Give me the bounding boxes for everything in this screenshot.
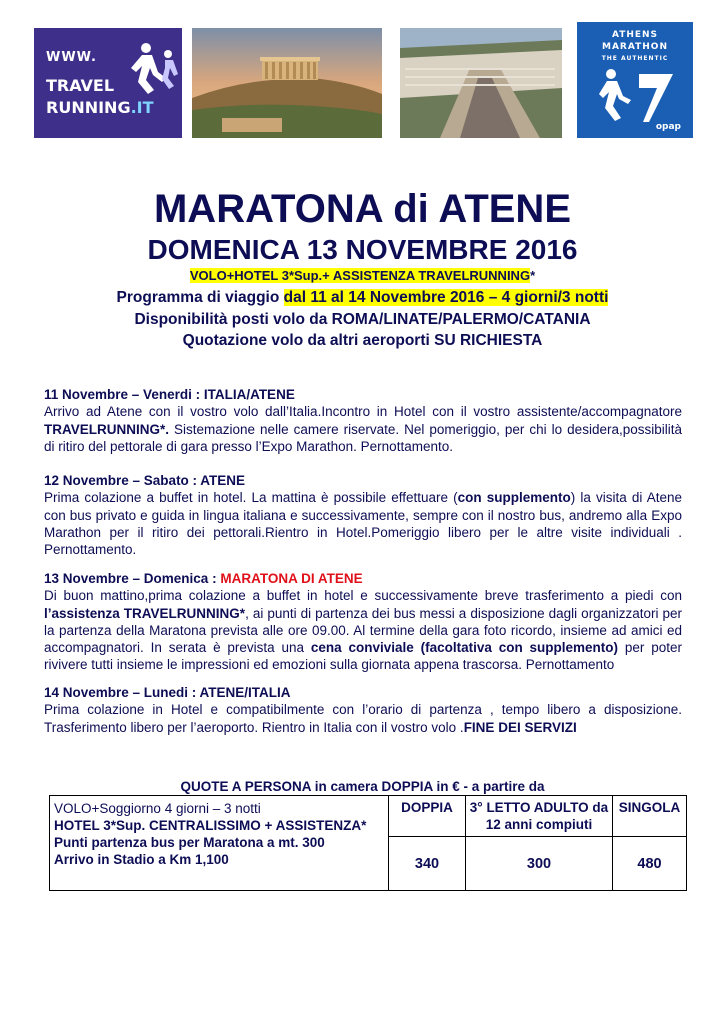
day2-section	[44, 472, 682, 558]
travelrunning-www: WWW.	[46, 50, 97, 65]
column-header-doppia: DOPPIA	[389, 796, 466, 837]
athens-marathon-logo	[577, 22, 693, 138]
day1-bold-a: TRAVELRUNNING*.	[44, 421, 170, 437]
description-line: HOTEL 3*Sup. CENTRALISSIMO + ASSISTENZA*	[54, 818, 367, 833]
athens-marathon-line2: MARATHON	[602, 42, 668, 52]
day4-bold-a: FINE DEI SERVIZI	[463, 719, 577, 735]
description-line: Punti partenza bus per Maratona a mt. 300	[54, 835, 325, 850]
athens-marathon-line3: THE AUTHENTIC	[601, 55, 669, 62]
stadium-photo	[400, 28, 562, 138]
day3-text	[44, 587, 682, 673]
day3-title	[44, 570, 682, 587]
day1-text-a: Arrivo ad Atene con il vostro volo dall’Italia.Incontro in Hotel con il vostro assistente/accompagnatore	[44, 404, 682, 420]
description-line: Arrivo in Stadio a Km 1,100	[54, 852, 229, 867]
prices-table	[49, 795, 687, 891]
prices-heading: QUOTE A PERSONA in camera DOPPIA in € - a partire da	[180, 779, 545, 794]
day1-section	[44, 386, 682, 455]
travelrunning-line2	[46, 98, 154, 117]
day2-title: 12 Novembre – Sabato : ATENE	[44, 473, 246, 488]
tagline-star: *	[530, 268, 536, 283]
page-subtitle: DOMENICA 13 NOVEMBRE 2016	[147, 234, 578, 265]
travelrunning-line1: TRAVEL	[46, 76, 115, 95]
quote-note: Quotazione volo da altri aeroporti SU RICHIESTA	[182, 332, 543, 349]
day3-text-c: per poter rivivere tutti insieme le impressioni ed emozioni sulla giornata appena trascorsa. Pernottamento	[44, 640, 682, 673]
day4-text	[44, 701, 682, 736]
program-dates: dal 11 al 14 Novembre 2016 – 4 giorni/3 notti	[283, 289, 609, 306]
acropolis-photo	[192, 28, 382, 138]
athens-marathon-line1: ATHENS	[611, 30, 659, 40]
availability-line: Disponibilità posti volo da ROMA/LINATE/PALERMO/CATANIA	[134, 311, 591, 328]
package-description	[50, 796, 389, 891]
logo-banner	[0, 28, 725, 140]
tagline-highlight: VOLO+HOTEL 3*Sup.+ ASSISTENZA TRAVELRUNNING	[189, 268, 531, 283]
program-label: Programma di viaggio	[116, 289, 280, 306]
day1-title: 11 Novembre – Venerdi : ITALIA/ATENE	[44, 387, 295, 402]
day3-text-b: , ai punti di partenza dei bus messi a disposizione dagli organizzatori per la partenza della Maratona prevista alle ore 09.00. Al termine della gara foto ricordo, insieme ad amici ed accompagnatori. In serata è prevista una	[44, 605, 682, 656]
day2-bold-a: con supplemento	[457, 490, 571, 506]
column-header-singola: SINGOLA	[613, 796, 687, 837]
day4-title: 14 Novembre – Lunedi : ATENE/ITALIA	[44, 685, 291, 700]
travelrunning-line2-main: RUNNING	[46, 98, 131, 117]
day3-bold-b: cena conviviale (facoltativa con supplemento)	[310, 640, 619, 656]
day3-title-text: 13 Novembre – Domenica :	[44, 571, 221, 586]
day1-text	[44, 403, 682, 455]
column-header-terzo-letto: 3° LETTO ADULTO da 12 anni compiuti	[466, 796, 613, 837]
day3-text-a: Di buon mattino,prima colazione a buffet in hotel e successivamente breve trasferimento a piedi con	[44, 588, 682, 604]
opap-logo: opap	[655, 122, 681, 132]
tagline	[0, 268, 725, 283]
day4-text-a: Prima colazione in Hotel e compatibilmente con l’orario di partenza , tempo libero a disposizione. Trasferimento libero per l’aeroporto. Rientro in Italia con il vostro volo .	[44, 702, 682, 735]
price-singola: 480	[613, 837, 687, 891]
day4-section	[44, 684, 682, 736]
price-terzo-letto: 300	[466, 837, 613, 891]
day2-text-b: ) la visita di Atene con bus privato e guida in lingua italiana e successivamente, sempre con il nostro bus, andremo alla Expo Marathon per il ritiro dei pettorali.Rientro in Hotel.Pomeriggio libero per le altre visite individuali . Pernottamento.	[44, 490, 682, 558]
day3-title-red: MARATONA DI ATENE	[220, 571, 363, 586]
day3-bold-a: l’assistenza TRAVELRUNNING*	[44, 605, 246, 621]
day2-text-a: Prima colazione a buffet in hotel. La mattina è possibile effettuare (	[44, 490, 458, 506]
runner-icon	[577, 22, 693, 138]
program-line	[0, 289, 725, 307]
day3-section	[44, 570, 682, 674]
travelrunning-logo	[34, 28, 182, 138]
day1-text-b: Sistemazione nelle camere riservate. Nel pomeriggio, per chi lo desidera,possibilità di ritiro del pettorale di gara presso l’Expo Marathon. Pernottamento.	[44, 421, 682, 454]
day2-text	[44, 489, 682, 558]
price-doppia: 340	[389, 837, 466, 891]
table-row	[50, 796, 687, 837]
description-line: VOLO+Soggiorno 4 giorni – 3 notti	[54, 801, 261, 816]
travelrunning-line2-suffix: .IT	[130, 98, 154, 117]
page-title: MARATONA di ATENE	[153, 187, 571, 231]
